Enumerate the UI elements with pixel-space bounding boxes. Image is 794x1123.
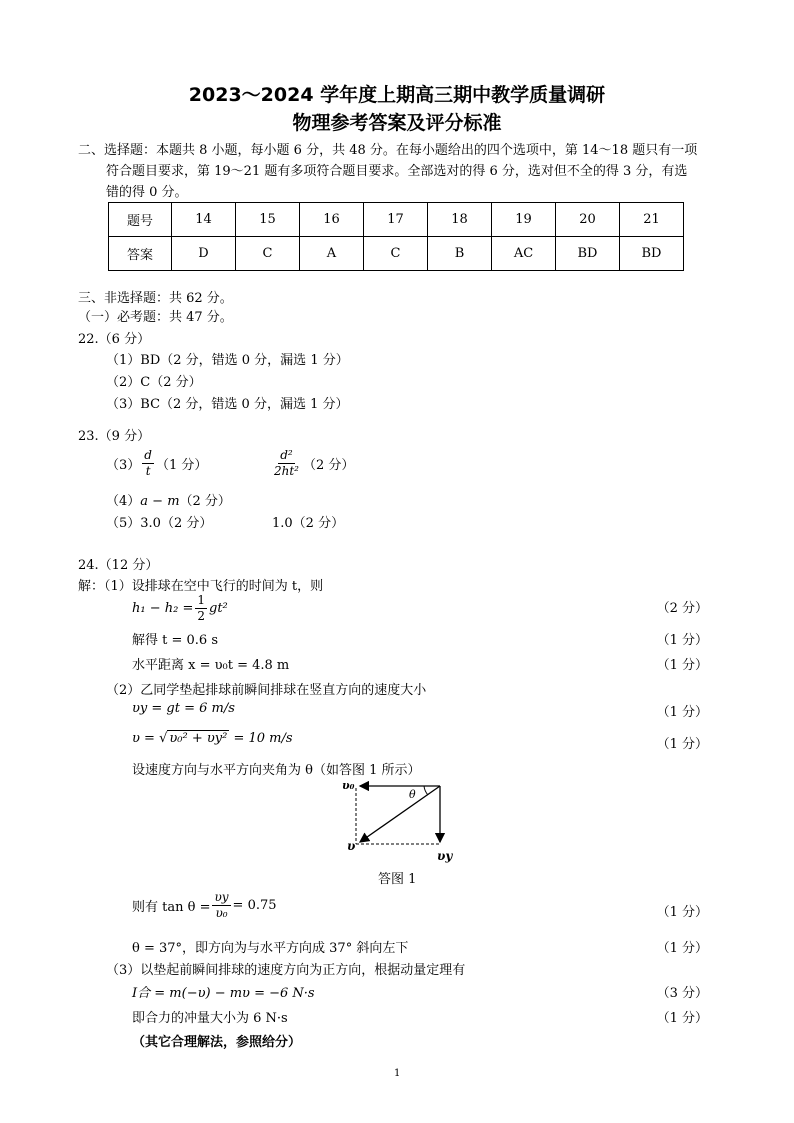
q24-eq7-num: υy — [214, 890, 229, 904]
fig-v0-label: υ₀ — [342, 779, 355, 792]
theta-arc — [424, 786, 428, 795]
q24-eq7-score: （1 分） — [656, 905, 708, 920]
q24-eq1-left: h₁ − h₂ = — [132, 601, 194, 616]
q23-p3-score2: （2 分） — [303, 458, 355, 473]
section3-heading: 三、非选择题：共 62 分。 — [78, 291, 233, 306]
q23-p3-score1: （1 分） — [155, 458, 208, 473]
q22-head: 22.（6 分） — [78, 332, 151, 347]
q24-eq6: 设速度方向与水平方向夹角为 θ（如答图 1 所示） — [132, 763, 421, 778]
q24-eq2: 解得 t = 0.6 s — [132, 633, 218, 648]
q24-eq2-score: （1 分） — [656, 633, 708, 648]
title-line-2: 物理参考答案及评分标准 — [292, 112, 502, 134]
table-cell: C — [364, 237, 428, 271]
table-row-answers — [109, 237, 684, 271]
title-line-1: 2023～2024 学年度上期高三期中教学质量调研 — [188, 84, 606, 106]
q24-eq8-score: （1 分） — [656, 941, 708, 956]
page-number: 1 — [394, 1068, 401, 1079]
table-cell: 21 — [620, 203, 684, 237]
q22-p2: （2）C（2 分） — [106, 375, 202, 390]
table-cell: 16 — [300, 203, 364, 237]
table-cell: 14 — [172, 203, 236, 237]
q23-p4-label: （4） — [106, 494, 141, 509]
q24-eq3: 水平距离 x = υ₀t = 4.8 m — [132, 658, 290, 673]
section3-sub: （一）必考题：共 47 分。 — [78, 310, 233, 325]
q24-eq7-right: = 0.75 — [232, 898, 277, 913]
table-cell: B — [428, 237, 492, 271]
q24-eq5-sqrt: υ₀² + υy² — [169, 731, 228, 746]
q23-p4-expr: a − m — [140, 494, 180, 509]
q24-p3: （3）以垫起前瞬间排球的速度方向为正方向，根据动量定理有 — [106, 963, 466, 978]
fig-v-label: υ — [347, 839, 356, 853]
table-cell: 18 — [428, 203, 492, 237]
q24-eq9: I合 = m(−υ) − mυ = −6 N·s — [132, 986, 315, 1001]
table-cell: 19 — [492, 203, 556, 237]
fig-vy-label: υy — [437, 849, 453, 863]
q24-eq10: 即合力的冲量大小为 6 N·s — [132, 1011, 288, 1026]
q22-p3: （3）BC（2 分，错选 0 分，漏选 1 分） — [106, 397, 349, 412]
q24-note: （其它合理解法，参照给分） — [132, 1035, 302, 1050]
q24-eq4: υy = gt = 6 m/s — [132, 701, 235, 716]
table-label-answer: 答案 — [109, 237, 172, 271]
table-cell: 17 — [364, 203, 428, 237]
q24-eq7-frac — [212, 890, 230, 921]
q23-frac-1-den: t — [145, 464, 151, 478]
section2-line3: 错的得 0 分。 — [106, 185, 188, 200]
figure-caption: 答图 1 — [378, 872, 417, 887]
q24-eq1-frac-num: 1 — [197, 593, 205, 607]
q24-eq3-score: （1 分） — [656, 658, 708, 673]
q24-head: 24.（12 分） — [78, 558, 159, 573]
q24-eq7 — [132, 890, 277, 921]
table-cell: 20 — [556, 203, 620, 237]
q23-p3 — [106, 448, 207, 479]
section2-heading: 二、选择题：本题共 8 小题，每小题 6 分，共 48 分。在每小题给出的四个选项中，第 14～18 题只有一项 — [78, 143, 698, 158]
table-cell: BD — [556, 237, 620, 271]
q24-eq1-frac-den: 2 — [197, 609, 205, 623]
q23-p5: （5）3.0（2 分） — [106, 516, 213, 531]
answer-table — [108, 202, 684, 271]
q24-eq5-left: υ = — [132, 731, 155, 746]
q23-frac-2 — [272, 448, 301, 479]
q23-frac-2-den: 2ht² — [274, 464, 299, 478]
q23-frac-1-num: d — [144, 448, 152, 462]
table-row-numbers — [109, 203, 684, 237]
table-cell: 15 — [236, 203, 300, 237]
q24-eq5-right: = 10 m/s — [233, 731, 293, 746]
q23-p3-part2 — [270, 448, 354, 479]
q24-eq1-frac — [195, 593, 207, 624]
q24-eq10-score: （1 分） — [656, 1011, 708, 1026]
q24-eq8: θ = 37°，即方向为与水平方向成 37° 斜向左下 — [132, 941, 409, 956]
q24-p2: （2）乙同学垫起排球前瞬间排球在竖直方向的速度大小 — [106, 683, 427, 698]
q24-eq1-score: （2 分） — [656, 601, 708, 616]
table-cell: A — [300, 237, 364, 271]
q23-p3-label: （3） — [106, 458, 141, 473]
q24-eq4-score: （1 分） — [656, 705, 708, 720]
q24-eq1 — [132, 593, 228, 624]
q24-eq7-left: 则有 tan θ = — [132, 900, 211, 915]
table-cell: AC — [492, 237, 556, 271]
q23-frac-2-num: d² — [280, 448, 293, 462]
q23-p4 — [106, 490, 231, 509]
q23-p5-b: 1.0（2 分） — [272, 516, 345, 531]
fig-theta-label: θ — [409, 788, 416, 801]
q24-solution-intro: 解：（1）设排球在空中飞行的时间为 t，则 — [78, 579, 324, 594]
table-cell: C — [236, 237, 300, 271]
q24-eq5: υ = √ υ₀² + υy² = 10 m/s — [132, 731, 293, 746]
q23-head: 23.（9 分） — [78, 429, 151, 444]
velocity-diagram — [340, 778, 460, 868]
q24-eq5-score: （1 分） — [656, 737, 708, 752]
table-cell: BD — [620, 237, 684, 271]
q24-eq7-den: υ₀ — [215, 906, 228, 920]
table-cell: D — [172, 237, 236, 271]
q24-eq9-score: （3 分） — [656, 986, 708, 1001]
table-label-number: 题号 — [109, 203, 172, 237]
q24-eq1-right: gt² — [209, 601, 228, 616]
q22-p1: （1）BD（2 分，错选 0 分，漏选 1 分） — [106, 353, 349, 368]
q23-p4-score: （2 分） — [179, 494, 231, 509]
section2-line2: 符合题目要求，第 19～21 题有多项符合题目要求。全部选对的得 6 分，选对但不全的得 3 分，有选 — [106, 164, 688, 179]
q23-frac-1 — [142, 448, 154, 479]
